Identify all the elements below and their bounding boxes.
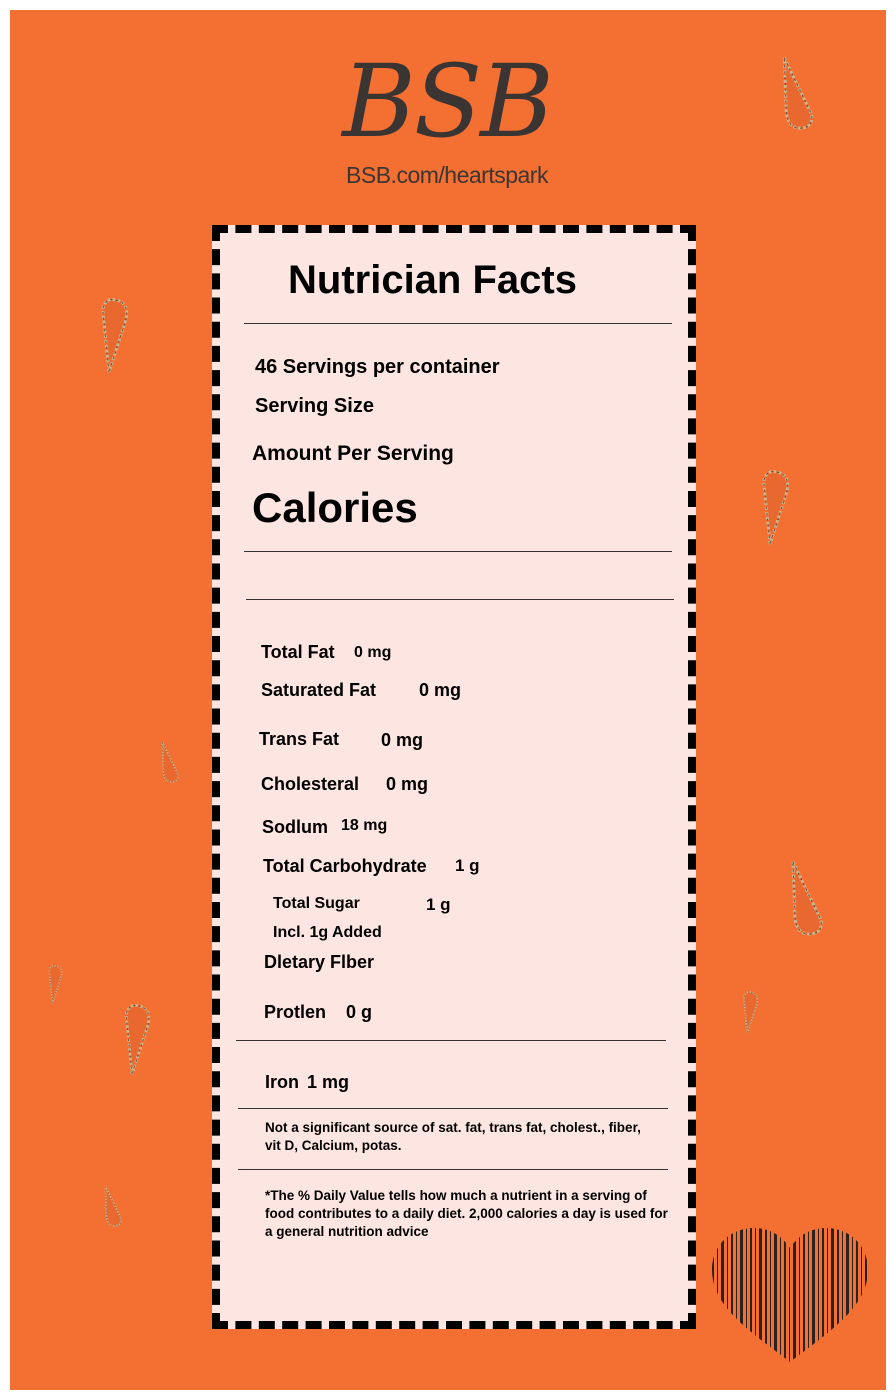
drop-icon [150,740,188,784]
nutrient-name: Total Sugar [273,895,360,912]
nutrient-value: 1 g [455,856,480,875]
drop-icon [778,858,832,938]
divider [238,1108,668,1109]
nutrient-name: Total Fat [261,642,335,662]
serving-size: Serving Size [255,395,374,417]
divider [238,1169,668,1170]
nutrient-name: Trans Fat [259,729,340,749]
nutrient-value: 0 mg [419,680,462,700]
nutrient-name: Cholesteral [261,774,360,794]
nutrient-name: Dletary Flber [264,952,375,972]
drop-icon [768,54,824,132]
nutrient-name: Incl. 1g Added [273,924,382,941]
divider [246,599,674,600]
divider [236,1040,666,1041]
heart-barcode-icon [708,1224,872,1366]
daily-value-note: *The % Daily Value tells how much a nutrient in a serving of food contributes to a daily diet. 2,000 calories a day is used for a general nutrition advice [265,1188,668,1239]
brand-url[interactable]: BSB.com/heartspark [346,162,548,188]
not-significant-note: Not a significant source of sat. fat, trans fat, cholest., fiber, vit D, Calcium, potas. [265,1120,641,1153]
divider [244,323,672,324]
nutrient-name: Total Carbohydrate [263,856,427,876]
nutrient-value: 18 mg [341,817,388,834]
brand-logo: BSB [342,43,552,160]
label-title: Nutrician Facts [288,258,577,302]
nutrient-value: 1 mg [307,1072,350,1092]
drop-icon [92,1184,132,1228]
nutrient-value: 1 g [426,895,451,914]
nutrient-value: 0 mg [354,644,392,661]
nutrient-name: Saturated Fat [261,680,377,700]
nutrient-value: 0 mg [381,730,424,750]
nutrient-name: Iron [265,1072,299,1092]
servings-per-container: 46 Servings per container [255,356,500,378]
calories-heading: Calories [252,484,418,531]
nutrient-value: 0 mg [386,774,429,794]
nutrient-name: Protlen [264,1002,327,1022]
nutrient-value: 0 g [346,1002,373,1022]
amount-per-serving: Amount Per Serving [252,442,454,465]
divider [244,551,672,552]
nutrient-name: Sodlum [262,817,328,837]
